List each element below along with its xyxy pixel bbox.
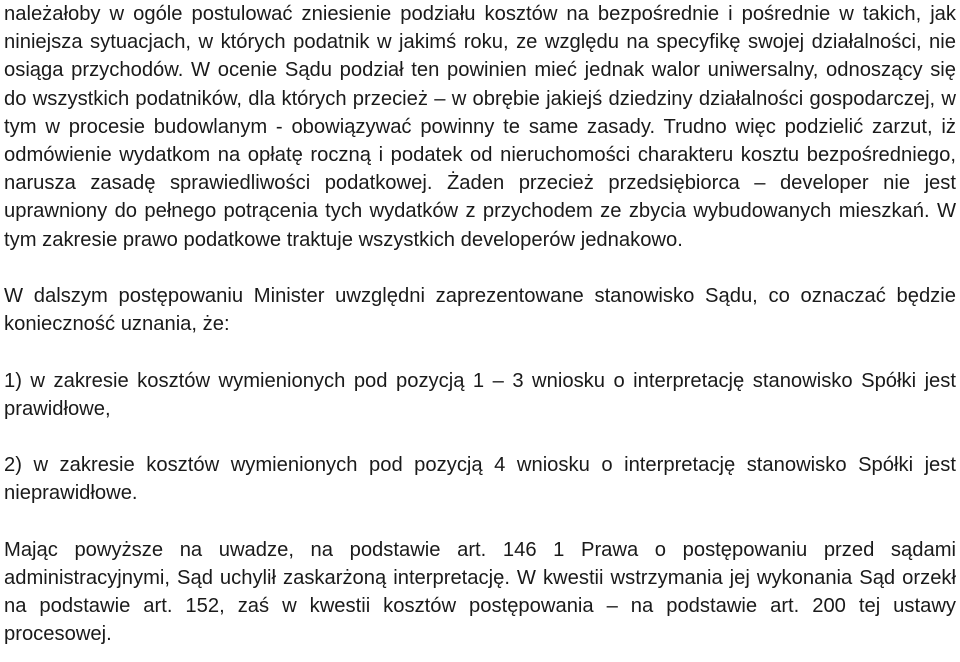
paragraph-point-1: 1) w zakresie kosztów wymienionych pod pozycją 1 – 3 wniosku o interpretację stanowisko Spółki jest prawidłowe, xyxy=(4,369,956,420)
paragraph-conclusion: Mając powyższe na uwadze, na podstawie art. 146 1 Prawa o postępowaniu przed sądami administracyjnymi, Sąd uchylił zaskarżoną interpretację. W kwestii wstrzymania jej wykonania Sąd orzekł na podstawie art. 152, zaś w kwestii kosztów postępowania – na podstawie art. 200 tej ustawy procesowej. xyxy=(4,538,956,646)
paragraph-reasoning: należałoby w ogóle postulować zniesienie podziału kosztów na bezpośrednie i pośrednie w takich, jak niniejsza sytuacjach, w których podatnik w jakimś roku, ze względu na specyfikę swojej działalności, nie osiąga przychodów. W ocenie Sądu podział ten powinien mieć jednak walor uniwersalny, odnoszący się do wszystkich podatników, dla których przecież – w obrębie jakiejś dziedziny działalności gospodarczej, w tym w procesie budowlanym - obowiązywać powinny te same zasady. Trudno więc podzielić zarzut, iż odmówienie wydatkom na opłatę roczną i podatek od nieruchomości charakteru kosztu bezpośredniego, narusza zasadę sprawiedliwości podatkowej. Żaden przecież przedsiębiorca – developer nie jest uprawniony do pełnego potrącenia tych wydatków z przychodem ze zbycia wybudowanych mieszkań. W tym zakresie prawo podatkowe traktuje wszystkich developerów jednakowo. xyxy=(4,3,956,251)
paragraph-point-2: 2) w zakresie kosztów wymienionych pod pozycją 4 wniosku o interpretację stanowisko Spółki jest nieprawidłowe. xyxy=(4,454,956,505)
document-page xyxy=(4,0,956,649)
paragraph-further-proceedings: W dalszym postępowaniu Minister uwzględni zaprezentowane stanowisko Sądu, co oznaczać będzie konieczność uznania, że: xyxy=(4,285,956,336)
